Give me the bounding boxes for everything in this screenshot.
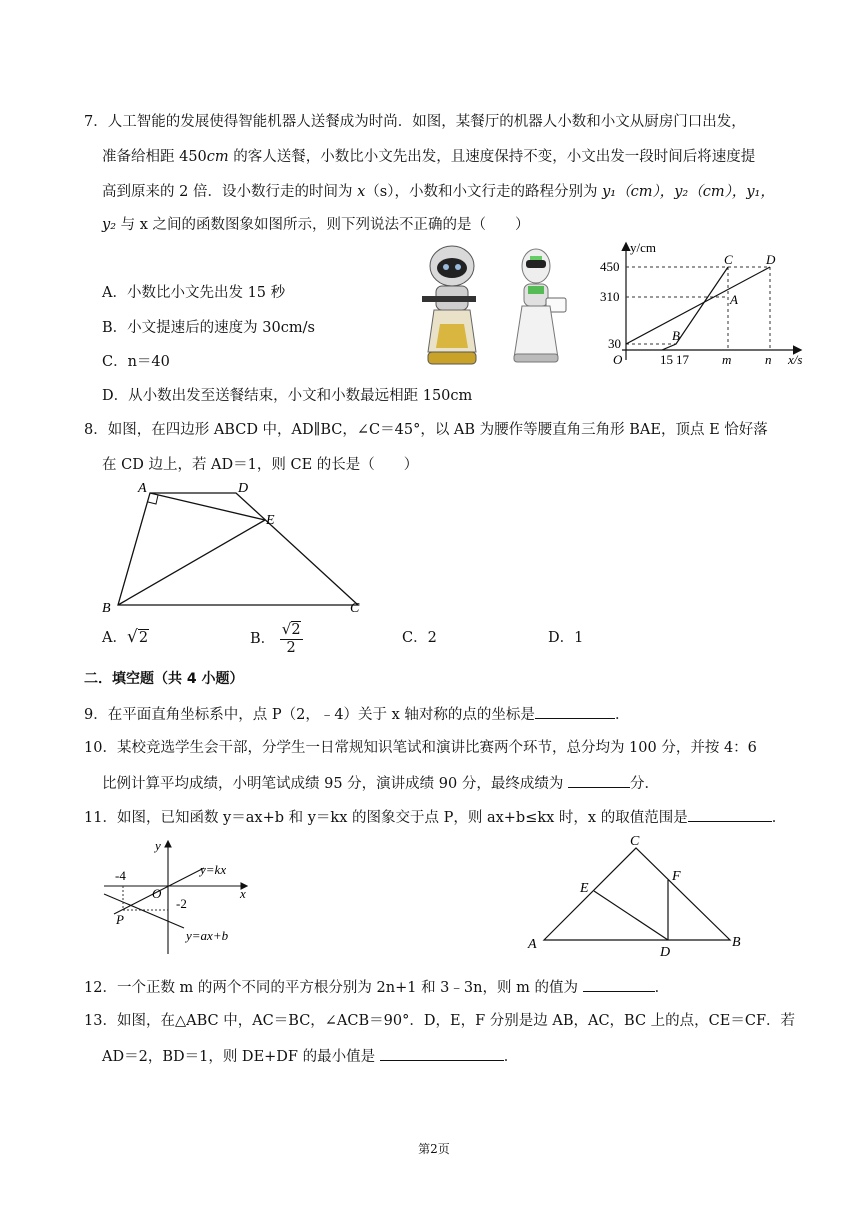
q11-text: 11．如图，已知函数 y＝ax+b 和 y＝kx 的图象交于点 P，则 ax+b≤kx 时，x 的取值范围是 <box>84 810 688 826</box>
q13-triangle-figure <box>524 830 754 960</box>
q7-origin: O <box>613 352 623 367</box>
q11 <box>84 806 786 828</box>
q13-label-f: F <box>672 869 681 884</box>
q7-point-d: D <box>766 252 776 267</box>
q7-y1b: y₁， <box>746 184 775 200</box>
q11-label-axb: y=ax+b <box>186 928 229 943</box>
q8-option-b-fraction <box>280 621 303 657</box>
q8-option-b-label: B． <box>250 631 276 647</box>
q7-line4 <box>102 215 530 235</box>
q9-end: ． <box>614 707 630 723</box>
q8-option-a-label: A． <box>102 630 127 646</box>
q11-answer-blank[interactable] <box>688 806 772 822</box>
q13-line1: 13．如图，在△ABC 中，AC＝BC，∠ACB＝90°．D，E，F 分别是边 AB，AC，BC 上的点，CE＝CF．若 <box>84 1013 796 1029</box>
robot-xiaoshu-image <box>418 244 484 368</box>
q7-option-b: B．小文提速后的速度为 30cm/s <box>102 320 315 336</box>
q8-option-a-radicand: 2 <box>138 630 149 646</box>
q8-label-d: D <box>238 481 249 496</box>
q11-neg2: -2 <box>176 896 187 911</box>
q7-point-a: A <box>730 292 738 307</box>
q7-line2a: 准备给相距 450 <box>102 149 207 165</box>
q7-unit: cm <box>206 149 229 165</box>
q7-y2: y₂（cm）， <box>674 184 747 200</box>
q8-option-a <box>102 627 149 648</box>
q12-answer-blank[interactable] <box>583 976 655 992</box>
q7-x-axis-label: x/s <box>788 352 803 367</box>
q11-y-label: y <box>155 838 161 853</box>
q7-ytick-310: 310 <box>600 289 620 304</box>
q11-end: ． <box>771 810 787 826</box>
q11-neg4: -4 <box>115 868 126 883</box>
q7-point-b: B <box>672 328 680 343</box>
q12-end: ． <box>654 980 670 996</box>
q7-option-d: D．从小数出发至送餐结束，小文和小数最远相距 150cm <box>102 388 473 404</box>
q8-label-c: C <box>350 601 360 616</box>
q7-line-y1 <box>626 267 770 344</box>
q10-line1: 10．某校竞选学生会干部，分学生一日常规知识笔试和演讲比赛两个环节，总分均为 100 分，并按 4：6 <box>84 740 757 756</box>
q12-text: 12．一个正数 m 的两个不同的平方根分别为 2n+1 和 3﹣3n，则 m 的值为 <box>84 980 583 996</box>
q7-line1: 7．人工智能的发展使得智能机器人送餐成为时尚．如图，某餐厅的机器人小数和小文从厨房门口出发， <box>84 114 746 130</box>
q12 <box>84 976 669 998</box>
q7-x: x <box>357 184 366 200</box>
q7-line3 <box>102 182 775 202</box>
q9 <box>84 703 629 725</box>
q13-label-b: B <box>732 935 741 950</box>
q9-answer-blank[interactable] <box>535 703 615 719</box>
q10-answer-blank[interactable] <box>568 772 630 788</box>
robot-xiaowen-image <box>508 246 572 366</box>
q13-answer-blank[interactable] <box>380 1045 504 1061</box>
q8-option-d: D．1 <box>548 630 584 646</box>
q7-ytick-450: 450 <box>600 259 620 274</box>
q7-line3a: 高到原来的 2 倍．设小数行走的时间为 <box>102 184 358 200</box>
sqrt-icon: √ <box>281 620 292 638</box>
q7-distance-time-graph <box>600 240 815 368</box>
q13-line2 <box>102 1045 518 1067</box>
q13-label-d: D <box>660 945 671 960</box>
q13-end: ． <box>503 1049 519 1065</box>
q8-line2: 在 CD 边上，若 AD＝1，则 CE 的长是（ ） <box>102 457 419 473</box>
q7-y2b: y₂ <box>102 217 117 233</box>
q8-line1: 8．如图，在四边形 ABCD 中，AD∥BC，∠C＝45°，以 AB 为腰作等腰直角三角形 BAE，顶点 E 恰好落 <box>84 422 768 438</box>
q11-label-kx: y=kx <box>200 862 227 877</box>
q7-xtick-15: 15 <box>660 352 673 367</box>
q13-triangle-abc <box>544 848 730 940</box>
q7-line3b: （s），小数和小文行走的路程分别为 <box>365 184 603 200</box>
q7-xtick-17: 17 <box>676 352 689 367</box>
q13-text: AD＝2，BD＝1，则 DE+DF 的最小值是 <box>102 1049 380 1065</box>
q10-end: 分． <box>629 776 659 792</box>
section-fill-in-title: 二．填空题（共 4 小题） <box>84 671 244 687</box>
q13-segment-de <box>594 891 668 940</box>
page-number: 第2页 <box>418 1142 450 1156</box>
q9-text: 9．在平面直角坐标系中，点 P（2，﹣4）关于 x 轴对称的点的坐标是 <box>84 707 535 723</box>
q8-quadrilateral-abcd <box>118 493 358 605</box>
q7-xtick-n: n <box>765 352 772 367</box>
q13-label-e: E <box>580 881 589 896</box>
q8-label-e: E <box>266 513 275 528</box>
q8-option-c: C．2 <box>402 630 437 646</box>
q11-function-graph <box>100 836 260 956</box>
q8-option-b-denominator: 2 <box>286 640 296 656</box>
q7-y-axis-label: y/cm <box>630 240 656 255</box>
q7-xtick-m: m <box>722 352 732 367</box>
q10-line2 <box>102 772 659 794</box>
q8-option-b <box>250 621 303 661</box>
q8-quadrilateral-figure <box>96 476 376 616</box>
q11-x-label: x <box>240 886 246 901</box>
q13-label-c: C <box>630 834 640 849</box>
q8-label-b: B <box>102 601 111 616</box>
q8-label-a: A <box>138 481 147 496</box>
q7-line2 <box>102 147 755 167</box>
q8-option-b-numerator: 2 <box>291 622 301 638</box>
q10-text: 比例计算平均成绩，小明笔试成绩 95 分，演讲成绩 90 分，最终成绩为 <box>102 776 568 792</box>
sqrt-icon: √ <box>126 627 138 647</box>
q7-line4b: 与 x 之间的函数图象如图所示，则下列说法不正确的是（ ） <box>116 217 530 233</box>
q7-y1: y₁（cm）， <box>602 184 675 200</box>
q7-line2b: 的客人送餐，小数比小文先出发，且速度保持不变，小文出发一段时间后将速度提 <box>228 149 756 165</box>
q11-origin: O <box>152 886 162 901</box>
q7-ytick-30: 30 <box>608 336 621 351</box>
q11-point-p: P <box>116 912 124 927</box>
q7-point-c: C <box>724 252 733 267</box>
q13-label-a: A <box>528 937 537 952</box>
q7-option-c: C．n＝40 <box>102 354 170 370</box>
q7-option-a: A．小数比小文先出发 15 秒 <box>102 285 286 301</box>
